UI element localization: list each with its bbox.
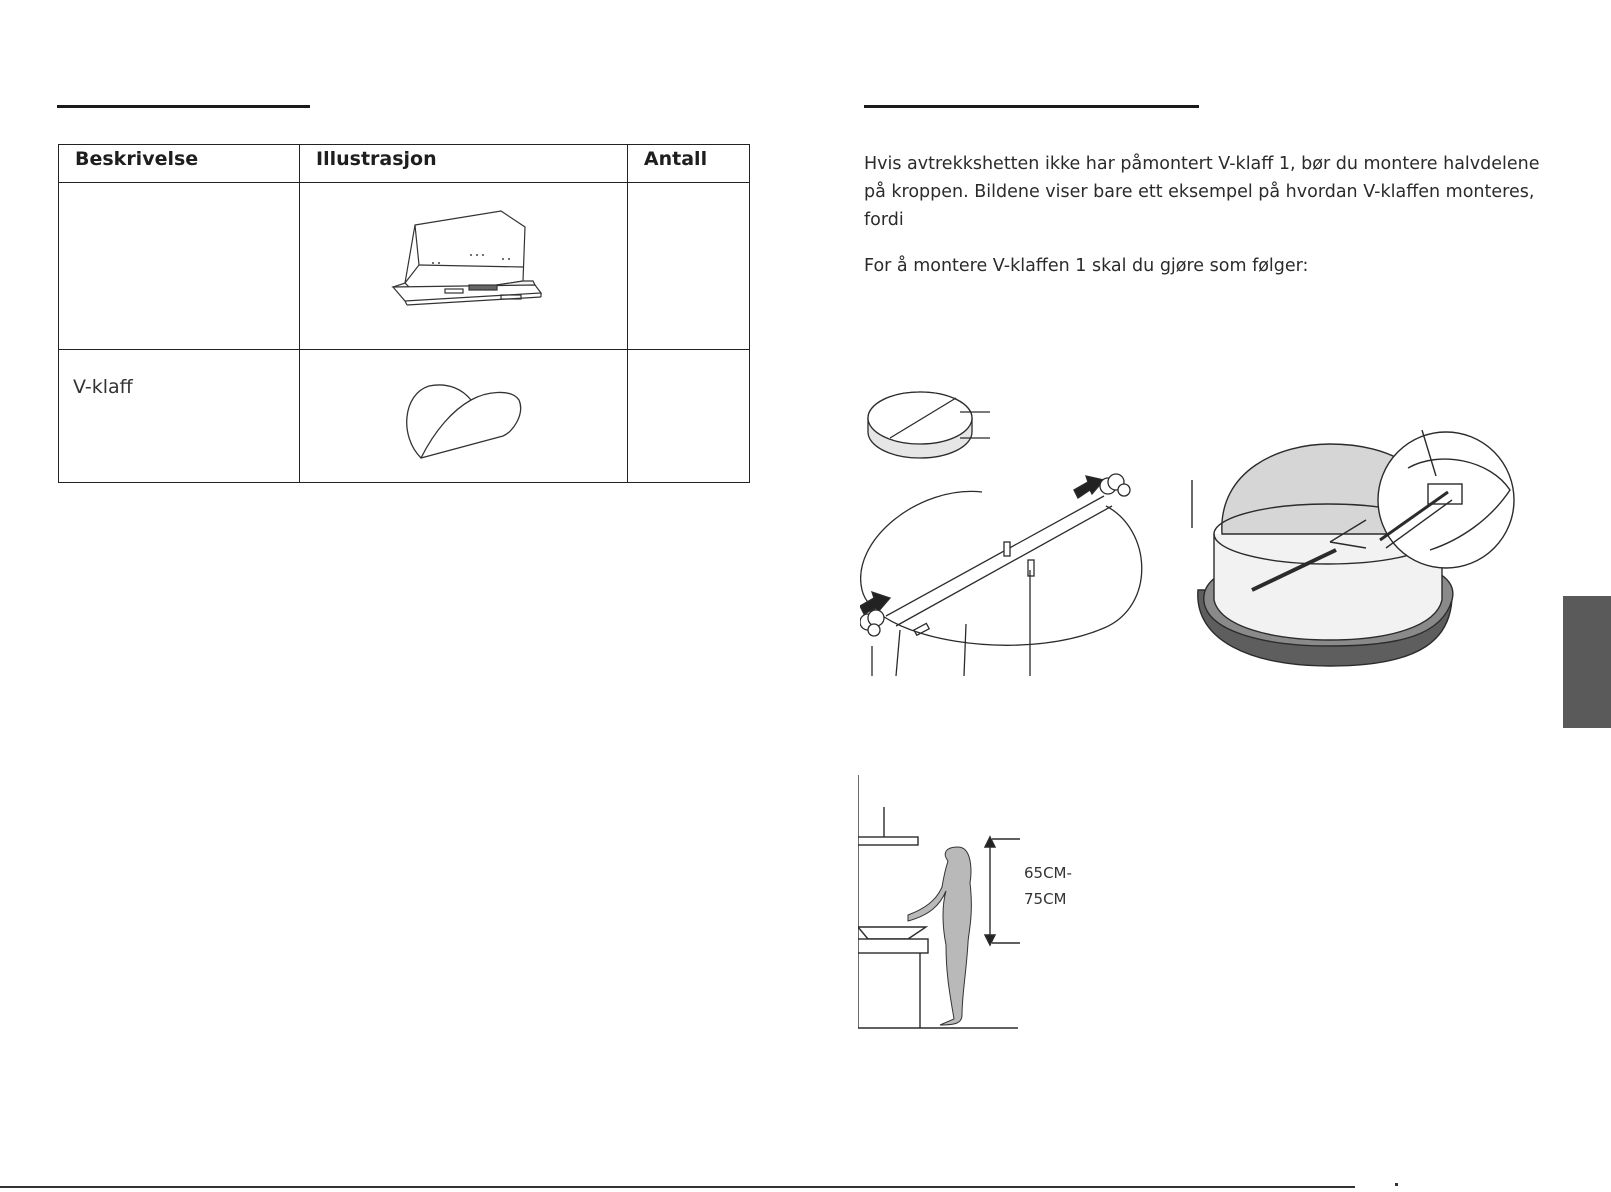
- intro-paragraph: Hvis avtrekkshetten ikke har påmontert V-klaff 1, bør du montere halvdelene på kroppen. Bildene viser bare ett eksempel på hvordan V-klaffen monteres, fordi: [864, 154, 1540, 230]
- column-header-description: Beskrivelse: [59, 145, 300, 183]
- row-illustration: [300, 183, 628, 350]
- page-bottom-rule: [0, 1186, 1355, 1188]
- range-hood-icon: [383, 205, 543, 323]
- section-rule-left: [57, 105, 310, 108]
- parts-table: [58, 144, 750, 483]
- row-description: [59, 183, 300, 350]
- table-row: [59, 350, 750, 483]
- v-flap-icon: [393, 366, 533, 462]
- height-dimension-line2: 75CM: [1024, 890, 1067, 908]
- section-rule-right: [864, 105, 1199, 108]
- v-flap-installed-diagram: [1190, 430, 1530, 690]
- page-bottom-mark: [1395, 1183, 1398, 1186]
- chapter-side-tab: [1563, 596, 1611, 728]
- row-quantity: [627, 183, 749, 350]
- height-dimension-line1: 65CM-: [1024, 864, 1072, 882]
- table-row: [59, 183, 750, 350]
- column-header-quantity: Antall: [627, 145, 749, 183]
- column-header-illustration: Illustrasjon: [300, 145, 628, 183]
- row-illustration: [300, 350, 628, 483]
- row-quantity: [627, 350, 749, 483]
- row-description: V-klaff: [59, 350, 300, 483]
- v-flap-exploded-diagram: [860, 380, 1160, 680]
- steps-lead-paragraph: For å montere V-klaffen 1 skal du gjøre som følger:: [864, 256, 1309, 276]
- table-header-row: [59, 145, 750, 183]
